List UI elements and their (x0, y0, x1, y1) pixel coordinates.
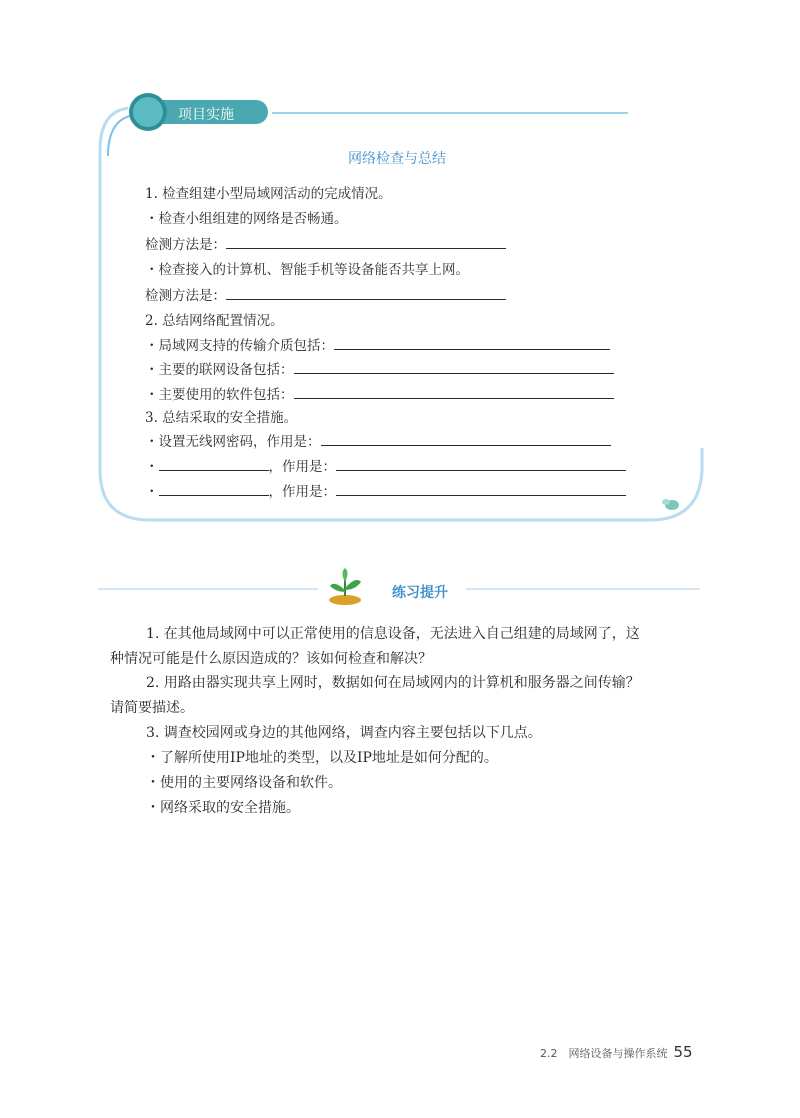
answer-blank[interactable] (334, 334, 610, 350)
answer-blank[interactable] (226, 233, 506, 249)
answer-blank[interactable] (336, 480, 626, 496)
checklist-bullet-devices: ・检查接入的计算机、智能手机等设备能否共享上网。 (145, 262, 469, 278)
checklist-media (145, 334, 610, 358)
page-number: 55 (673, 1043, 693, 1061)
project-frame-inner-arc (108, 116, 130, 156)
checklist-software (145, 383, 614, 407)
practice-q2-line2: 请简要描述。 (110, 700, 194, 716)
practice-q1-line2: 种情况可能是什么原因造成的？该如何检查和解决？ (110, 651, 432, 667)
answer-blank[interactable] (294, 358, 614, 374)
measure-blank[interactable] (159, 455, 269, 471)
checklist-method-1 (145, 233, 506, 257)
practice-title: 练习提升 (392, 585, 448, 601)
checklist-measure-2 (145, 480, 626, 504)
footer-section: 2.2 网络设备与操作系统 (540, 1047, 668, 1060)
page-footer (540, 1042, 693, 1061)
practice-bullet-devices: ・使用的主要网络设备和软件。 (146, 775, 342, 791)
answer-blank[interactable] (226, 284, 506, 300)
software-label: ・主要使用的软件包括： (145, 387, 294, 403)
practice-bullet-security: ・网络采取的安全措施。 (146, 800, 300, 816)
checklist-method-2 (145, 284, 506, 308)
answer-blank[interactable] (321, 430, 611, 446)
leaf-icon (662, 499, 679, 510)
section-title: 网络检查与总结 (348, 151, 446, 167)
badge-label: 项目实施 (178, 107, 234, 123)
devices-label: ・主要的联网设备包括： (145, 362, 294, 378)
practice-q2-line1: 2. 用路由器实现共享上网时，数据如何在局域网内的计算机和服务器之间传输？ (146, 675, 640, 691)
checklist-item-1: 1. 检查组建小型局域网活动的完成情况。 (145, 186, 392, 202)
method-label: 检测方法是： (145, 288, 226, 304)
effect-label: ，作用是： (268, 459, 336, 475)
effect-label: ，作用是： (268, 484, 336, 500)
measure-blank[interactable] (159, 480, 269, 496)
checklist-bullet-network: ・检查小组组建的网络是否畅通。 (145, 211, 348, 227)
checklist-item-2: 2. 总结网络配置情况。 (145, 313, 284, 329)
media-label: ・局域网支持的传输介质包括： (145, 338, 334, 354)
practice-q3: 3. 调查校园网或身边的其他网络，调查内容主要包括以下几点。 (146, 725, 542, 741)
answer-blank[interactable] (294, 383, 614, 399)
checklist-wifi (145, 430, 611, 454)
practice-q1-line1: 1. 在其他局域网中可以正常使用的信息设备，无法进入自己组建的局域网了，这 (146, 626, 640, 642)
sprout-icon (329, 568, 361, 605)
checklist-devices (145, 358, 614, 382)
method-label: 检测方法是： (145, 237, 226, 253)
bullet: ・ (145, 459, 159, 475)
checklist-item-3: 3. 总结采取的安全措施。 (145, 410, 298, 426)
wifi-label: ・设置无线网密码，作用是： (145, 434, 321, 450)
answer-blank[interactable] (336, 455, 626, 471)
bullet: ・ (145, 484, 159, 500)
checklist-measure-1 (145, 455, 626, 479)
practice-bullet-ip: ・了解所使用IP地址的类型，以及IP地址是如何分配的。 (146, 750, 498, 766)
